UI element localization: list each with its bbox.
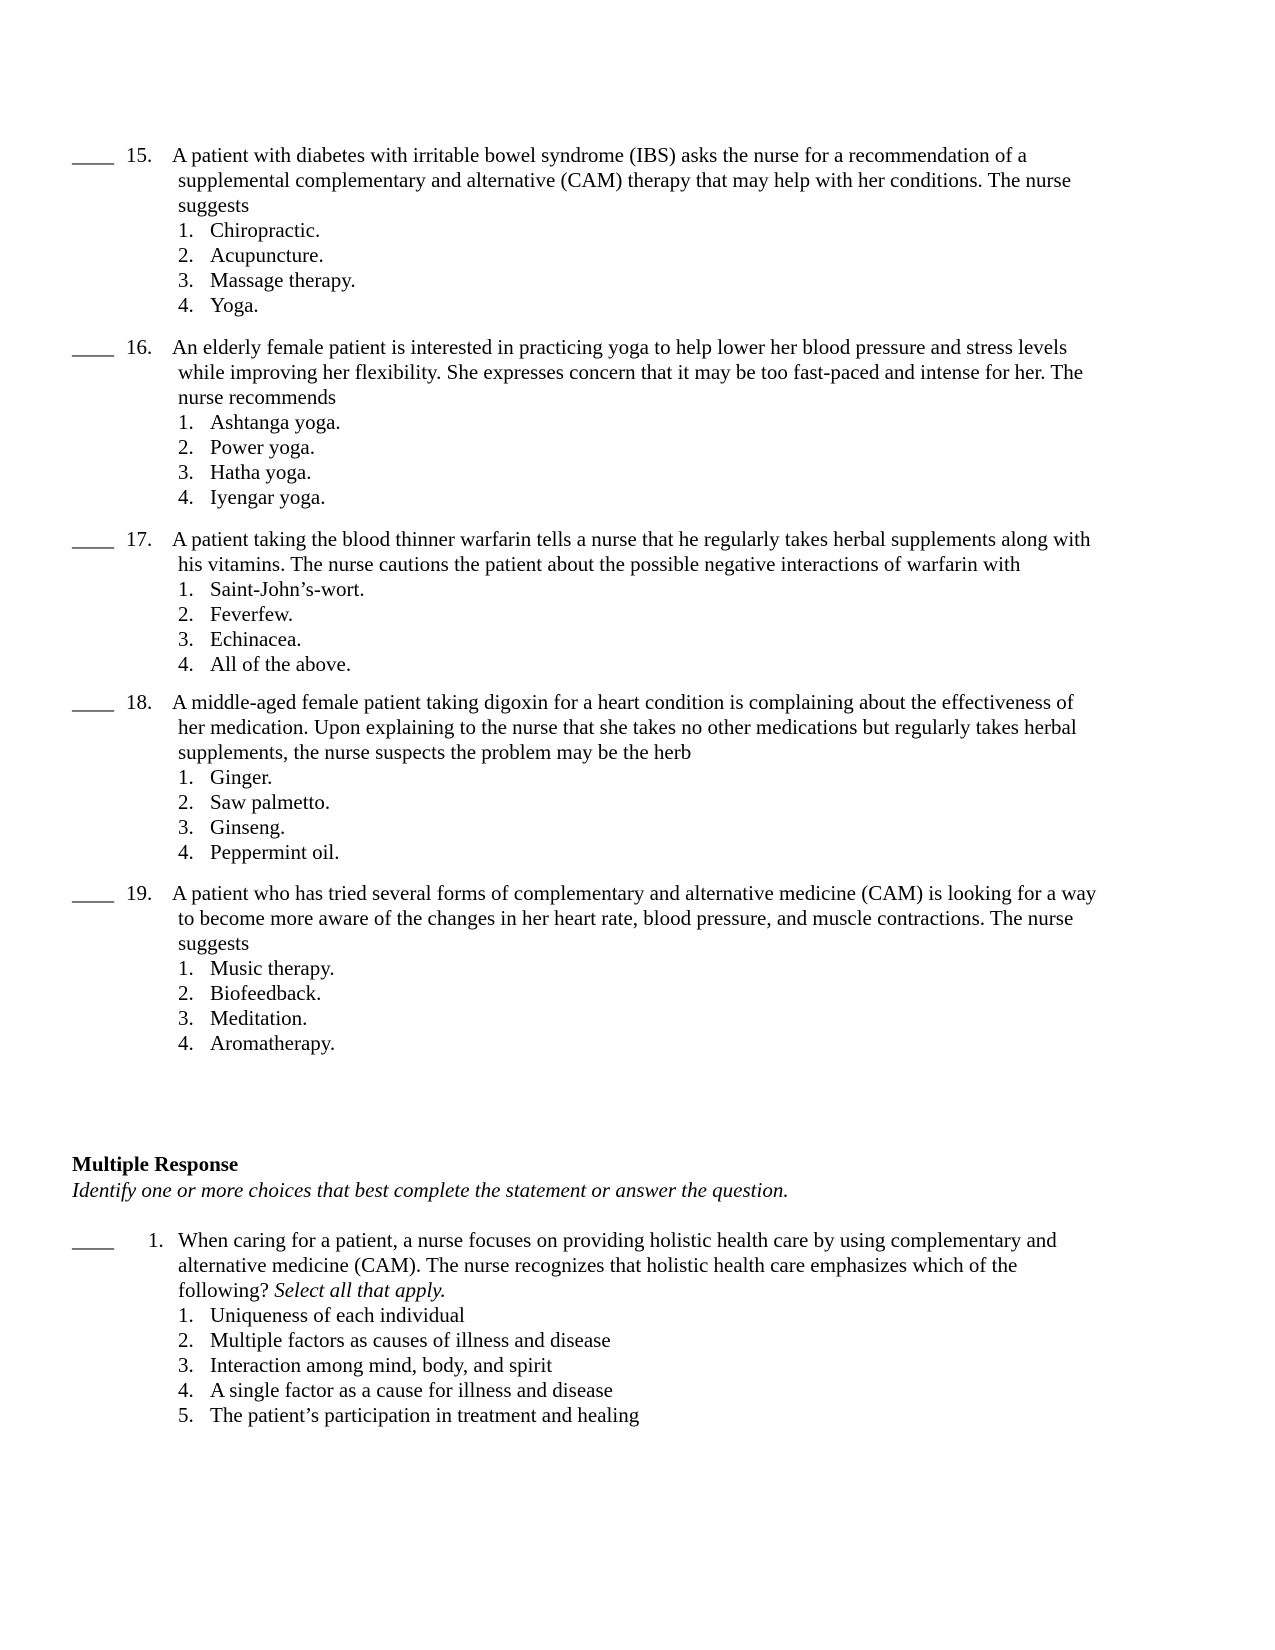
question-stem-line: [72, 1278, 1192, 1303]
question-stem-line: When caring for a patient, a nurse focuses on providing holistic health care by using complementary and: [178, 1228, 1057, 1252]
option-text: Music therapy.: [210, 956, 335, 980]
answer-blank[interactable]: ____: [72, 1228, 114, 1252]
option-text: Yoga.: [210, 293, 259, 317]
question-number: 16.: [126, 335, 153, 359]
option-item[interactable]: [178, 410, 1192, 435]
question-stem-text: following?: [178, 1278, 275, 1302]
option-number: 4.: [178, 1031, 194, 1055]
option-number: 1.: [178, 410, 194, 434]
option-item[interactable]: [178, 218, 1192, 243]
option-text: Meditation.: [210, 1006, 308, 1030]
option-text: Saw palmetto.: [210, 790, 331, 814]
option-item[interactable]: [178, 1006, 1192, 1031]
option-number: 4.: [178, 1378, 194, 1402]
option-number: 3.: [178, 815, 194, 839]
option-item[interactable]: [178, 765, 1192, 790]
option-list: [72, 765, 1192, 865]
option-number: 5.: [178, 1403, 194, 1427]
question-stem-line: An elderly female patient is interested in practicing yoga to help lower her blood pressure and stress levels: [172, 335, 1068, 359]
option-text: All of the above.: [210, 652, 352, 676]
question-stem-line: suggests: [178, 193, 250, 217]
question-number: 17.: [126, 527, 153, 551]
option-item[interactable]: [178, 790, 1192, 815]
option-number: 3.: [178, 1006, 194, 1030]
option-number: 1.: [178, 218, 194, 242]
option-number: 3.: [178, 268, 194, 292]
question-18: [72, 690, 1192, 865]
question-header: [72, 143, 1192, 168]
question-stem-line: A patient with diabetes with irritable bowel syndrome (IBS) asks the nurse for a recommendation of a: [172, 143, 1027, 167]
answer-blank[interactable]: ____: [72, 527, 114, 551]
option-number: 1.: [178, 1303, 194, 1327]
question-header: [72, 690, 1192, 715]
section-title: Multiple Response: [72, 1152, 239, 1176]
question-number: 1.: [148, 1228, 164, 1252]
option-item[interactable]: [178, 485, 1192, 510]
option-item[interactable]: [178, 602, 1192, 627]
question-header: [72, 1228, 1192, 1253]
option-item[interactable]: [178, 1403, 1192, 1428]
option-number: 2.: [178, 435, 194, 459]
option-item[interactable]: [178, 1031, 1192, 1056]
answer-blank[interactable]: ____: [72, 335, 114, 359]
question-header: [72, 335, 1192, 360]
answer-blank[interactable]: ____: [72, 143, 114, 167]
option-text: Chiropractic.: [210, 218, 321, 242]
option-number: 2.: [178, 790, 194, 814]
question-stem-line: nurse recommends: [178, 385, 337, 409]
option-text: A single factor as a cause for illness and disease: [210, 1378, 613, 1402]
option-item[interactable]: [178, 268, 1192, 293]
option-number: 1.: [178, 765, 194, 789]
option-list: [72, 218, 1192, 318]
option-text: Feverfew.: [210, 602, 294, 626]
option-number: 2.: [178, 981, 194, 1005]
option-text: Echinacea.: [210, 627, 302, 651]
option-text: Biofeedback.: [210, 981, 322, 1005]
question-stem-line: while improving her flexibility. She expresses concern that it may be too fast-paced and intense for her. The: [178, 360, 1084, 384]
question-stem-line: A patient who has tried several forms of complementary and alternative medicine (CAM) is looking for a way: [172, 881, 1097, 905]
option-number: 2.: [178, 243, 194, 267]
option-item[interactable]: [178, 577, 1192, 602]
option-text: Multiple factors as causes of illness and disease: [210, 1328, 611, 1352]
option-text: Hatha yoga.: [210, 460, 312, 484]
option-number: 1.: [178, 577, 194, 601]
question-stem-line: to become more aware of the changes in her heart rate, blood pressure, and muscle contractions. The nurse: [178, 906, 1074, 930]
option-item[interactable]: [178, 1303, 1192, 1328]
answer-blank[interactable]: ____: [72, 881, 114, 905]
option-text: Iyengar yoga.: [210, 485, 326, 509]
option-item[interactable]: [178, 956, 1192, 981]
option-number: 4.: [178, 485, 194, 509]
option-text: Interaction among mind, body, and spirit: [210, 1353, 553, 1377]
option-number: 4.: [178, 652, 194, 676]
question-16: [72, 335, 1192, 510]
question-19: [72, 881, 1192, 1056]
option-list: [72, 577, 1192, 677]
section-instructions: Identify one or more choices that best complete the statement or answer the question.: [72, 1178, 789, 1202]
option-item[interactable]: [178, 815, 1192, 840]
option-text: Ginger.: [210, 765, 273, 789]
option-text: Massage therapy.: [210, 268, 356, 292]
question-stem-line: his vitamins. The nurse cautions the patient about the possible negative interactions of warfarin with: [178, 552, 1021, 576]
question-stem-line: supplemental complementary and alternative (CAM) therapy that may help with her conditions. The nurse: [178, 168, 1072, 192]
option-number: 2.: [178, 602, 194, 626]
question-17: [72, 527, 1192, 677]
option-item[interactable]: [178, 627, 1192, 652]
option-item[interactable]: [178, 652, 1192, 677]
option-item[interactable]: [178, 840, 1192, 865]
question-header: [72, 881, 1192, 906]
option-text: Uniqueness of each individual: [210, 1303, 465, 1327]
question-stem-line: her medication. Upon explaining to the nurse that she takes no other medications but regularly takes herbal: [178, 715, 1077, 739]
option-list: [72, 1303, 1192, 1428]
question-stem-line: A patient taking the blood thinner warfarin tells a nurse that he regularly takes herbal supplements along with: [172, 527, 1091, 551]
option-item[interactable]: [178, 243, 1192, 268]
option-text: Saint-John’s-wort.: [210, 577, 365, 601]
option-text: Ashtanga yoga.: [210, 410, 341, 434]
option-number: 1.: [178, 956, 194, 980]
option-item[interactable]: [178, 460, 1192, 485]
option-item[interactable]: [178, 1353, 1192, 1378]
option-number: 3.: [178, 627, 194, 651]
option-list: [72, 956, 1192, 1056]
option-number: 3.: [178, 1353, 194, 1377]
option-number: 2.: [178, 1328, 194, 1352]
question-stem-line: supplements, the nurse suspects the problem may be the herb: [178, 740, 692, 764]
option-item[interactable]: [178, 1328, 1192, 1353]
option-list: [72, 410, 1192, 510]
option-number: 4.: [178, 840, 194, 864]
question-number: 15.: [126, 143, 153, 167]
answer-blank[interactable]: ____: [72, 690, 114, 714]
question-number: 19.: [126, 881, 153, 905]
option-item[interactable]: [178, 981, 1192, 1006]
option-text: Peppermint oil.: [210, 840, 340, 864]
option-item[interactable]: [178, 1378, 1192, 1403]
question-header: [72, 527, 1192, 552]
question-stem-line: suggests: [178, 931, 250, 955]
option-text: Power yoga.: [210, 435, 315, 459]
multiple-response-question-1: [72, 1228, 1192, 1428]
option-text: Ginseng.: [210, 815, 286, 839]
option-text: The patient’s participation in treatment and healing: [210, 1403, 640, 1427]
question-15: [72, 143, 1192, 318]
question-number: 18.: [126, 690, 153, 714]
option-text: Acupuncture.: [210, 243, 324, 267]
option-item[interactable]: [178, 435, 1192, 460]
option-text: Aromatherapy.: [210, 1031, 336, 1055]
option-item[interactable]: [178, 293, 1192, 318]
question-stem-line: alternative medicine (CAM). The nurse recognizes that holistic health care emphasizes which of the: [178, 1253, 1018, 1277]
question-stem-line: A middle-aged female patient taking digoxin for a heart condition is complaining about the effectiveness of: [172, 690, 1074, 714]
option-number: 3.: [178, 460, 194, 484]
select-all-instruction: Select all that apply.: [274, 1278, 446, 1302]
option-number: 4.: [178, 293, 194, 317]
